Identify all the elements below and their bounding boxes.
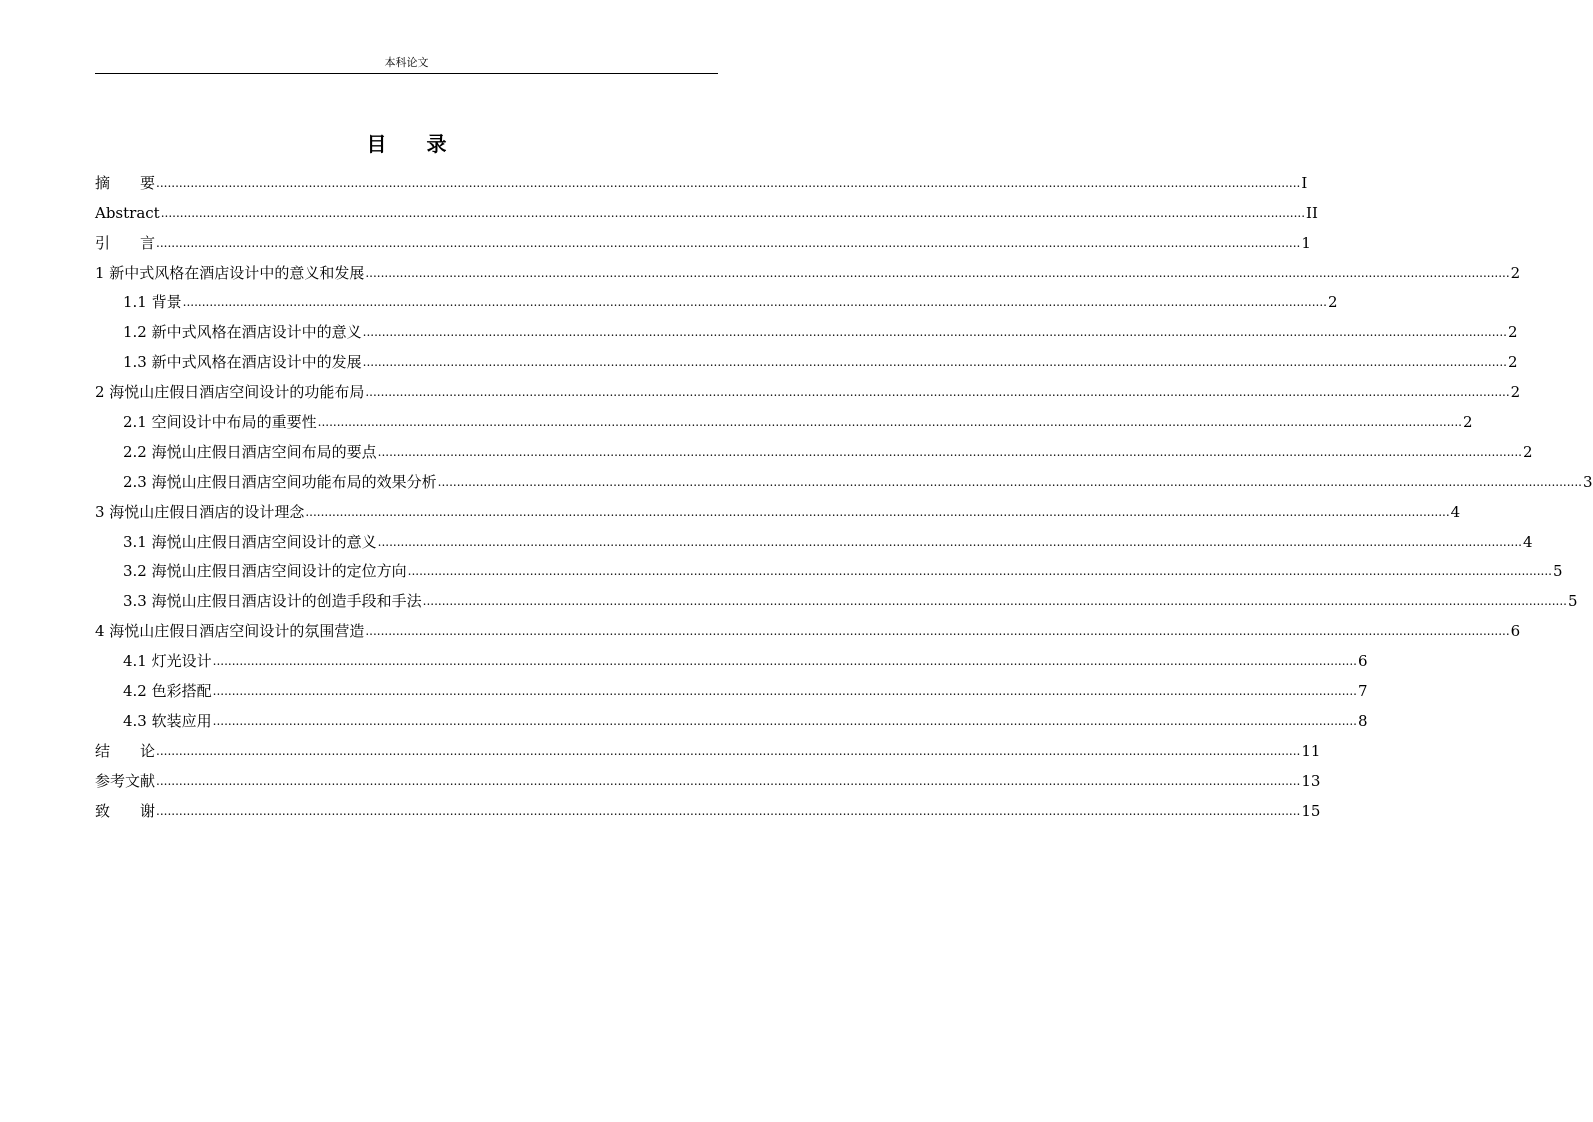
toc-leader-dots: ............................................................................................................................................................................................................................................................................................................: [365, 385, 1510, 400]
toc-entry-page: 7: [1357, 682, 1368, 701]
toc-entry-page: 5: [1567, 592, 1578, 611]
toc-entry-label: 3.1 海悦山庄假日酒店空间设计的意义: [123, 532, 377, 551]
toc-entry[interactable]: [95, 312, 1518, 342]
toc-entry[interactable]: [95, 193, 1318, 223]
toc-leader-dots: ............................................................................................................................................................................................................................................................................................................: [407, 564, 1552, 579]
toc-leader-dots: ............................................................................................................................................................................................................................................................................................................: [182, 295, 1327, 310]
toc-entry-label: 1 新中式风格在酒店设计中的意义和发展: [95, 263, 365, 282]
toc-entry-label: 3.2 海悦山庄假日酒店空间设计的定位方向: [123, 562, 407, 581]
toc-leader-dots: ............................................................................................................................................................................................................................................................................................................: [362, 355, 1507, 370]
toc-entry-page: II: [1306, 203, 1318, 222]
toc-entry-label: 1.2 新中式风格在酒店设计中的意义: [123, 323, 362, 342]
toc-entry-page: 8: [1357, 711, 1368, 730]
toc-entry-page: 2: [1510, 383, 1521, 402]
toc-entry-page: 2: [1507, 353, 1518, 372]
toc-entry-label: 3 海悦山庄假日酒店的设计理念: [95, 502, 305, 521]
toc-entry-label: 致 谢: [95, 801, 156, 820]
toc-leader-dots: ............................................................................................................................................................................................................................................................................................................: [305, 504, 1450, 519]
toc-entry-label: 1.1 背景: [123, 293, 182, 312]
running-header: 本科论文: [384, 56, 429, 69]
toc-entry-label: 引 言: [95, 233, 156, 252]
toc-leader-dots: ............................................................................................................................................................................................................................................................................................................: [212, 713, 1357, 728]
toc-entry-label: 2.2 海悦山庄假日酒店空间布局的要点: [123, 442, 377, 461]
toc-leader-dots: ............................................................................................................................................................................................................................................................................................................: [437, 474, 1582, 489]
toc-entry-label: 4.1 灯光设计: [123, 652, 212, 671]
toc-entry-label: Abstract: [95, 203, 160, 222]
toc-entry-label: 3.3 海悦山庄假日酒店设计的创造手段和手法: [123, 592, 422, 611]
toc-entry[interactable]: [95, 432, 1533, 462]
toc-leader-dots: ............................................................................................................................................................................................................................................................................................................: [156, 175, 1301, 190]
toc-entry[interactable]: [95, 283, 1338, 313]
toc-entry-page: 6: [1357, 652, 1368, 671]
toc-leader-dots: ............................................................................................................................................................................................................................................................................................................: [212, 654, 1357, 669]
toc-entry[interactable]: [95, 701, 1368, 731]
toc-entry-label: 4.2 色彩搭配: [123, 682, 212, 701]
toc-entry[interactable]: [95, 223, 1311, 253]
toc-entry-page: 4: [1522, 532, 1533, 551]
toc-entry[interactable]: [95, 402, 1473, 432]
toc-entry[interactable]: [95, 761, 1321, 791]
header-rule: [95, 73, 718, 74]
toc-entry-page: I: [1301, 173, 1308, 192]
toc-leader-dots: ............................................................................................................................................................................................................................................................................................................: [317, 415, 1462, 430]
toc-entry[interactable]: [95, 791, 1321, 821]
toc-entry[interactable]: [95, 492, 1461, 522]
toc-entry[interactable]: [95, 641, 1368, 671]
toc-entry[interactable]: [95, 611, 1521, 641]
toc-entry-page: 3: [1582, 472, 1593, 491]
toc-entry-page: 5: [1552, 562, 1563, 581]
toc-entry-label: 摘 要: [95, 173, 156, 192]
toc-entry[interactable]: [95, 253, 1521, 283]
toc-entry-label: 2.1 空间设计中布局的重要性: [123, 413, 317, 432]
toc-entry-page: 2: [1510, 263, 1521, 282]
toc-entry[interactable]: [95, 581, 1578, 611]
toc-entry[interactable]: [95, 671, 1368, 701]
toc-entry[interactable]: [95, 731, 1321, 761]
toc-title: 目 录: [366, 132, 447, 156]
toc-entry[interactable]: [95, 462, 1593, 492]
toc-leader-dots: ............................................................................................................................................................................................................................................................................................................: [160, 205, 1306, 220]
toc-leader-dots: ............................................................................................................................................................................................................................................................................................................: [365, 624, 1510, 639]
toc-entry-page: 13: [1301, 771, 1321, 790]
toc-leader-dots: ............................................................................................................................................................................................................................................................................................................: [377, 534, 1522, 549]
toc-entry-label: 1.3 新中式风格在酒店设计中的发展: [123, 353, 362, 372]
toc-entry-page: 6: [1510, 622, 1521, 641]
toc-entry-label: 4.3 软装应用: [123, 711, 212, 730]
toc-entry[interactable]: [95, 552, 1563, 582]
toc-entry[interactable]: [95, 372, 1521, 402]
toc-entry-page: 15: [1301, 801, 1321, 820]
toc-entry-page: 11: [1301, 741, 1321, 760]
toc-leader-dots: ............................................................................................................................................................................................................................................................................................................: [156, 743, 1301, 758]
toc-entry-label: 参考文献: [95, 771, 156, 790]
toc-entry-page: 1: [1301, 233, 1311, 252]
toc-leader-dots: ............................................................................................................................................................................................................................................................................................................: [156, 803, 1301, 818]
table-of-contents: [95, 163, 1593, 821]
toc-entry[interactable]: [95, 163, 1308, 193]
toc-entry-page: 2: [1462, 413, 1473, 432]
toc-leader-dots: ............................................................................................................................................................................................................................................................................................................: [422, 594, 1567, 609]
toc-entry[interactable]: [95, 522, 1533, 552]
toc-entry-label: 结 论: [95, 741, 156, 760]
toc-entry-page: 2: [1507, 323, 1518, 342]
toc-leader-dots: ............................................................................................................................................................................................................................................................................................................: [212, 684, 1357, 699]
toc-entry[interactable]: [95, 342, 1518, 372]
toc-leader-dots: ............................................................................................................................................................................................................................................................................................................: [362, 325, 1507, 340]
toc-entry-page: 2: [1522, 442, 1533, 461]
toc-leader-dots: ............................................................................................................................................................................................................................................................................................................: [377, 444, 1522, 459]
toc-leader-dots: ............................................................................................................................................................................................................................................................................................................: [365, 265, 1510, 280]
toc-entry-page: 2: [1327, 293, 1338, 312]
toc-leader-dots: ............................................................................................................................................................................................................................................................................................................: [156, 773, 1301, 788]
toc-entry-page: 4: [1450, 502, 1461, 521]
toc-leader-dots: ............................................................................................................................................................................................................................................................................................................: [156, 235, 1301, 250]
toc-entry-label: 4 海悦山庄假日酒店空间设计的氛围营造: [95, 622, 365, 641]
toc-entry-label: 2 海悦山庄假日酒店空间设计的功能布局: [95, 383, 365, 402]
toc-entry-label: 2.3 海悦山庄假日酒店空间功能布局的效果分析: [123, 472, 437, 491]
